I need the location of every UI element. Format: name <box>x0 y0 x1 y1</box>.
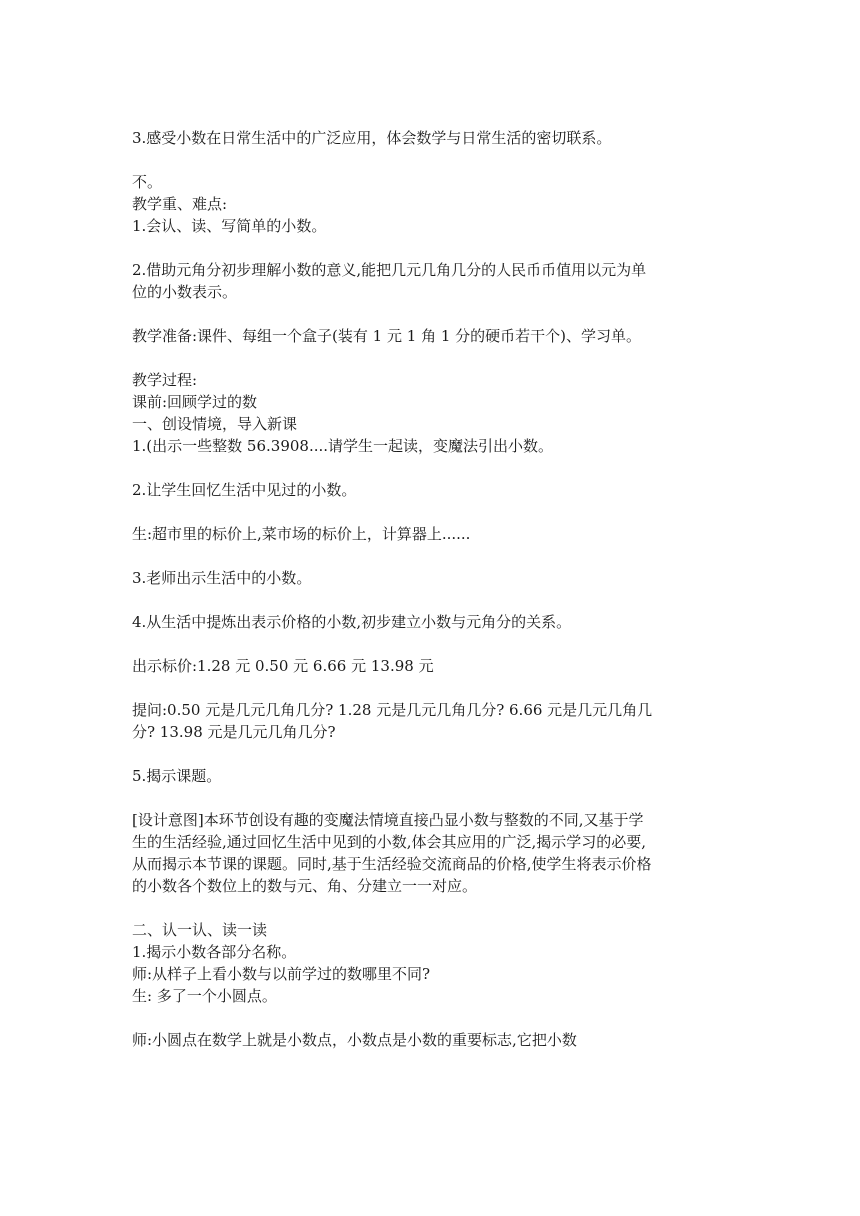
blank-line <box>132 677 742 699</box>
text-line: 5.揭示课题。 <box>132 767 222 785</box>
blank-line <box>132 633 742 655</box>
blank-line <box>132 589 742 611</box>
blank-line <box>132 787 742 809</box>
text-line: 课前:回顾学过的数 <box>132 393 258 411</box>
text-line: 1.(出示一些整数 56.3908....请学生一起读，变魔法引出小数。 <box>132 437 554 455</box>
text-line: 的小数各个数位上的数与元、角、分建立一一对应。 <box>132 877 478 895</box>
text-line: 1.揭示小数各部分名称。 <box>132 943 297 961</box>
text-line: [设计意图]本环节创设有趣的变魔法情境直接凸显小数与整数的不同,又基于学 <box>132 811 644 829</box>
blank-line <box>132 347 742 369</box>
text-line: 分? 13.98 元是几元几角几分? <box>132 723 336 741</box>
blank-line <box>132 501 742 523</box>
text-line: 出示标价:1.28 元 0.50 元 6.66 元 13.98 元 <box>132 657 434 675</box>
text-line: 1.会认、读、写简单的小数。 <box>132 217 327 235</box>
blank-line <box>132 1007 742 1029</box>
blank-line <box>132 149 742 171</box>
blank-line <box>132 303 742 325</box>
text-line: 二、认一认、读一读 <box>132 921 268 939</box>
blank-line <box>132 457 742 479</box>
text-line: 提问:0.50 元是几元几角几分? 1.28 元是几元几角几分? 6.66 元是几元几角几 <box>132 701 653 719</box>
text-line: 师:从样子上看小数与以前学过的数哪里不同? <box>132 965 431 983</box>
text-line: 4.从生活中提炼出表示价格的小数,初步建立小数与元角分的关系。 <box>132 613 572 631</box>
text-line: 不。 <box>132 173 163 191</box>
blank-line <box>132 545 742 567</box>
text-line: 教学过程: <box>132 371 198 389</box>
text-line: 位的小数表示。 <box>132 283 238 301</box>
text-line: 3.老师出示生活中的小数。 <box>132 569 312 587</box>
blank-line <box>132 743 742 765</box>
text-line: 教学重、难点: <box>132 195 228 213</box>
text-line: 教学准备:课件、每组一个盒子(装有 1 元 1 角 1 分的硬币若干个)、学习单。 <box>132 327 641 345</box>
text-line: 生的生活经验,通过回忆生活中见到的小数,体会其应用的广泛,揭示学习的必要, <box>132 833 647 851</box>
text-line: 3.感受小数在日常生活中的广泛应用，体会数学与日常生活的密切联系。 <box>132 129 612 147</box>
text-line: 2.让学生回忆生活中见过的小数。 <box>132 481 357 499</box>
blank-line <box>132 237 742 259</box>
text-line: 从而揭示本节课的课题。同时,基于生活经验交流商品的价格,使学生将表示价格 <box>132 855 652 873</box>
document-body <box>132 127 742 1051</box>
text-line: 2.借助元角分初步理解小数的意义,能把几元几角几分的人民币币值用以元为单 <box>132 261 647 279</box>
blank-line <box>132 897 742 919</box>
text-line: 一、创设情境，导入新课 <box>132 415 298 433</box>
text-line: 生: 多了一个小圆点。 <box>132 987 277 1005</box>
text-line: 生:超市里的标价上,菜市场的标价上，计算器上...... <box>132 525 471 543</box>
text-line: 师:小圆点在数学上就是小数点，小数点是小数的重要标志,它把小数 <box>132 1031 577 1049</box>
